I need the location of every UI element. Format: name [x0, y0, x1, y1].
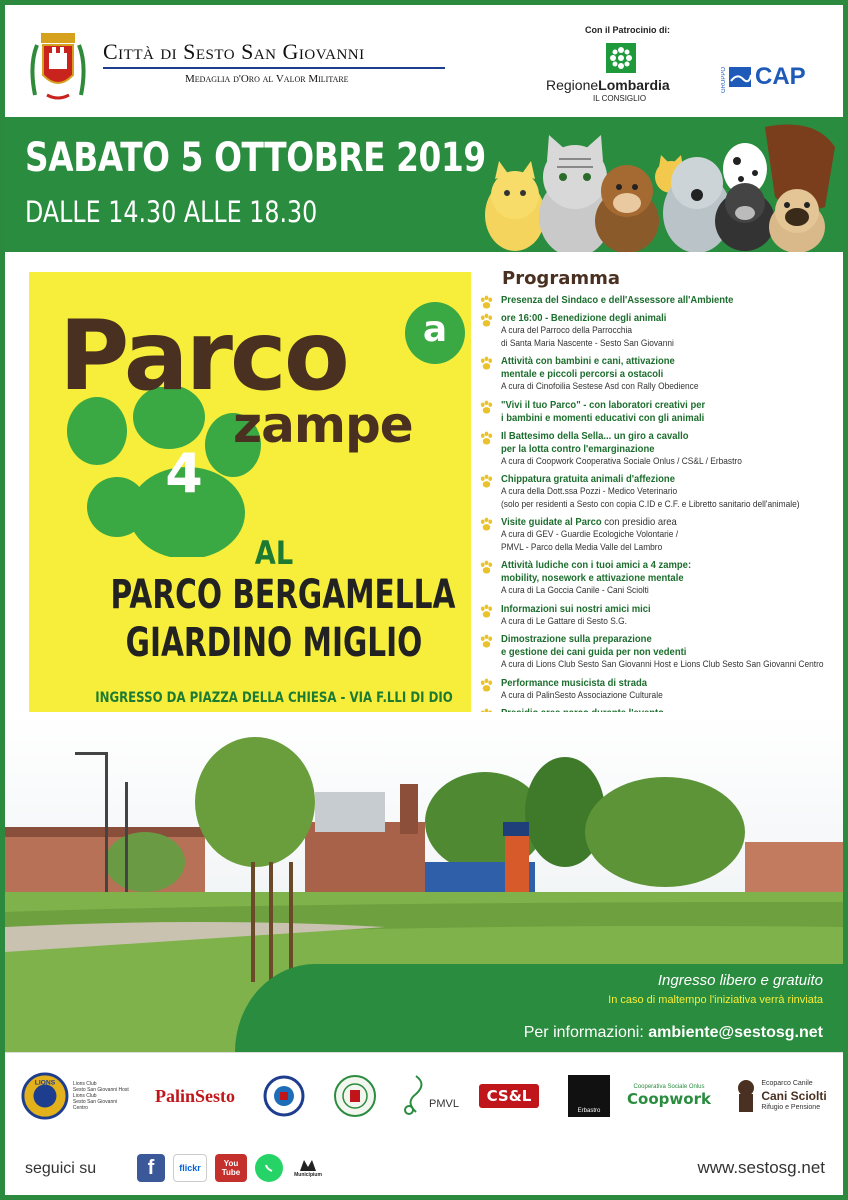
program-item-heading-text: Attività ludiche con i tuoi amici a 4 zampe:	[501, 559, 692, 571]
program-item-heading-text: Dimostrazione sulla preparazione	[501, 633, 652, 645]
municipium-icon[interactable]	[291, 1154, 325, 1182]
contact-email-link[interactable]: ambiente@sestosg.net	[648, 1024, 823, 1041]
program-item-heading	[501, 559, 798, 572]
paw-bullet-icon	[479, 431, 494, 446]
city-crest-icon	[27, 25, 89, 103]
program-item	[479, 355, 831, 394]
city-title-rule	[103, 67, 445, 69]
venue-prefix: AL	[254, 534, 294, 572]
date-band	[5, 117, 843, 252]
follow-us-label: seguici su	[25, 1160, 97, 1177]
paw-bullet-icon	[479, 604, 494, 619]
city-title: Città di Sesto San Giovanni	[103, 39, 365, 64]
program-item-heading	[501, 399, 798, 412]
program-item-detail: A cura della Dott.ssa Pozzi - Medico Veterinario	[501, 486, 678, 497]
flickr-icon-text: flickr	[179, 1163, 201, 1173]
sponsor-strip	[5, 1052, 843, 1142]
program-item-heading-text: ore 16:00 - Benedizione degli animali	[501, 312, 667, 324]
program-item-heading-text: Performance musicista di strada	[501, 676, 648, 689]
paw-bullet-icon	[479, 474, 494, 489]
program-item-heading-line2: mobility, nosework e attivazione mentale	[501, 572, 684, 584]
sponsor-coopwork	[627, 1071, 711, 1121]
program-item-detail: di Santa Maria Nascente - Sesto San Giovanni	[501, 337, 674, 349]
website-link[interactable]: www.sestosg.net	[697, 1158, 825, 1177]
program-item	[479, 516, 831, 554]
program-item-detail: A cura di GEV - Guardie Ecologiche Volontarie /	[501, 529, 679, 540]
paw-bullet-icon	[479, 356, 494, 371]
sponsor-erbastro	[567, 1071, 611, 1121]
program-item	[479, 677, 831, 703]
pets-illustration-icon	[475, 117, 843, 252]
palinsesto-logo-text: PalinSesto	[154, 1085, 235, 1106]
program-item-detail: A cura di Lions Club Sesto San Giovanni Host e Lions Club Sesto San Giovanni Centro	[501, 659, 824, 670]
lions-club-1-label: Lions Club	[72, 1081, 97, 1087]
lions-club-1-name: Sesto San Giovanni Host	[72, 1087, 129, 1093]
main-content	[5, 252, 843, 1052]
program-item-heading	[501, 633, 798, 646]
program-item	[479, 473, 831, 511]
lombardia-subtitle: IL CONSIGLIO	[593, 94, 647, 103]
program-item-detail: A cura del Parroco della Parrocchia	[501, 325, 633, 336]
program-list	[479, 294, 831, 750]
free-entry-text: Ingresso libero e gratuito	[657, 972, 823, 989]
program-item-heading	[501, 473, 798, 486]
program-item-heading	[501, 516, 798, 529]
program-item	[479, 294, 831, 307]
paw-bullet-icon	[479, 678, 494, 693]
program-item-heading-line2: i bambini e momenti educativi con gli animali	[501, 411, 705, 424]
program-item-detail: A cura di Le Gattare di Sesto S.G.	[501, 615, 627, 627]
program-item-heading	[501, 677, 798, 690]
lombardia-name-b: Lombardia	[598, 77, 670, 93]
pmvl-logo-text: PMVL	[429, 1098, 459, 1110]
lions-club-2-label: Lions Club	[72, 1093, 97, 1099]
program-item-heading-text: Attività con bambini e cani, attivazione	[501, 355, 675, 367]
program-item-heading	[501, 355, 798, 368]
header	[5, 5, 843, 117]
program-item-detail: A cura di La Goccia Canile - Cani Sciolti	[501, 585, 649, 596]
facebook-icon[interactable]	[137, 1154, 165, 1182]
rain-notice: In caso di maltempo l'iniziativa verrà rinviata	[608, 994, 823, 1006]
patronage-label: Con il Patrocinio di:	[585, 25, 670, 35]
program-item-detail: A cura di Coopwork Cooperativa Sociale Onlus / CS&L / Erbastro	[501, 455, 742, 467]
program-item-heading	[501, 312, 798, 325]
csl-logo-text: CS&L	[479, 1084, 540, 1108]
program-item-detail: A cura di Cinofoilia Sestese Asd con Rally Obedience	[501, 381, 699, 392]
paw-bullet-icon	[479, 517, 494, 532]
carabinieri-logo-icon	[333, 1074, 377, 1118]
title-panel	[29, 272, 471, 712]
program-item	[479, 633, 831, 672]
youtube-icon-text: You Tube	[221, 1159, 241, 1177]
flickr-icon[interactable]	[173, 1154, 207, 1182]
erbastro-logo-icon	[568, 1075, 610, 1117]
contact-label: Per informazioni:	[523, 1024, 649, 1041]
lombardia-rose-icon	[606, 43, 636, 73]
protezione-civile-logo-icon	[263, 1075, 305, 1117]
program-item-detail: A cura di PalinSesto Associazione Culturale	[501, 689, 663, 701]
coopwork-tagline: Cooperativa Sociale Onlus	[633, 1084, 705, 1090]
program-item-detail: (solo per residenti a Sesto con copia C.ID e C.F. e Libretto sanitario dell'animale)	[501, 498, 800, 510]
city-subtitle: Medaglia d'Oro al Valor Militare	[185, 73, 349, 85]
lions-logo-text: LIONS	[34, 1079, 56, 1087]
program-item	[479, 603, 831, 629]
event-title-four: 4	[165, 442, 203, 505]
paw-bullet-icon	[479, 313, 494, 328]
paw-bullet-icon	[479, 295, 494, 310]
cani-sciolti-dog-icon	[735, 1078, 757, 1114]
cani-sciolti-subtitle: Rifugio e Pensione	[761, 1104, 821, 1111]
event-title-zampe: zampe	[233, 396, 413, 454]
event-date: SABATO 5 OTTOBRE 2019	[25, 135, 486, 181]
program-item-heading-line2: mentale e piccoli percorsi a ostacoli	[501, 368, 664, 380]
cani-sciolti-logo-text: Cani Sciolti	[761, 1089, 827, 1103]
youtube-icon[interactable]	[215, 1154, 247, 1182]
lombardia-name	[546, 77, 670, 93]
coopwork-logo-text: Coopwork	[627, 1090, 711, 1108]
event-title-a-badge: a	[405, 302, 465, 364]
paw-bullet-icon	[479, 560, 494, 575]
program-item	[479, 559, 831, 598]
sponsor-pmvl	[401, 1071, 461, 1121]
sponsor-cani-sciolti	[729, 1071, 833, 1121]
lions-clubs-text	[73, 1081, 131, 1111]
program-item-heading-text: Presenza del Sindaco e dell'Assessore all'Ambiente	[501, 294, 734, 306]
contact-info	[445, 1024, 823, 1042]
program-title: Programma	[502, 268, 621, 289]
venue-entrance: INGRESSO DA PIAZZA DELLA CHIESA - VIA F.LLI DI DIO	[95, 690, 453, 706]
lions-logo-icon	[21, 1071, 69, 1121]
program-item-detail: PMVL - Parco della Media Valle del Lambro	[501, 541, 663, 553]
event-title-parco: Parco	[59, 300, 347, 412]
lions-club-2-name: Sesto San Giovanni Centro	[72, 1099, 118, 1111]
sponsor-csl	[471, 1071, 547, 1121]
sponsor-protezione-civile	[261, 1071, 307, 1121]
program-item-heading	[501, 430, 798, 443]
program-item-heading-text: "Vivi il tuo Parco" - con laboratori creativi per	[501, 398, 706, 411]
footer	[5, 1142, 843, 1195]
cap-name: CAP	[755, 63, 806, 90]
program-item-heading-tail: con presidio area	[601, 516, 677, 528]
program-item-heading	[501, 603, 798, 616]
program-item-heading-text: Chippatura gratuita animali d'affezione	[501, 473, 675, 485]
program-item-heading-text: Informazioni sui nostri amici mici	[501, 602, 651, 615]
pmvl-logo-icon	[403, 1074, 429, 1118]
program-item-heading-line2: e gestione dei cani guida per non vedenti	[501, 646, 687, 658]
whatsapp-icon[interactable]	[255, 1154, 283, 1182]
paw-bullet-icon	[479, 400, 494, 415]
event-time: DALLE 14.30 ALLE 18.30	[25, 195, 318, 229]
sponsor-palinsesto	[145, 1071, 245, 1121]
cap-gruppo-label: GRUPPO	[721, 67, 727, 94]
program-item	[479, 430, 831, 469]
sponsor-lions	[21, 1071, 131, 1121]
program-item-heading-text: Visite guidate al Parco	[501, 516, 602, 528]
sponsor-carabinieri	[331, 1071, 379, 1121]
program-item	[479, 312, 831, 350]
paw-bullet-icon	[479, 634, 494, 649]
venue-line-2: GIARDINO MIGLIO	[125, 620, 423, 666]
cani-sciolti-text	[761, 1078, 826, 1114]
program-item-heading	[501, 294, 798, 307]
cani-sciolti-tagline: Ecoparco Canile	[761, 1080, 813, 1087]
facebook-icon-text: f	[147, 1156, 155, 1179]
lombardia-name-a: Regione	[546, 77, 599, 93]
program-item-heading-line2: per la lotta contro l'emarginazione	[501, 442, 655, 455]
venue-line-1: PARCO BERGAMELLA	[110, 572, 456, 618]
erbastro-logo-text: Erbastro	[577, 1108, 601, 1114]
program-item-heading-text: Il Battesimo della Sella... un giro a cavallo	[501, 429, 689, 442]
program-item	[479, 399, 831, 425]
municipium-icon-text: Municipium	[294, 1172, 322, 1178]
